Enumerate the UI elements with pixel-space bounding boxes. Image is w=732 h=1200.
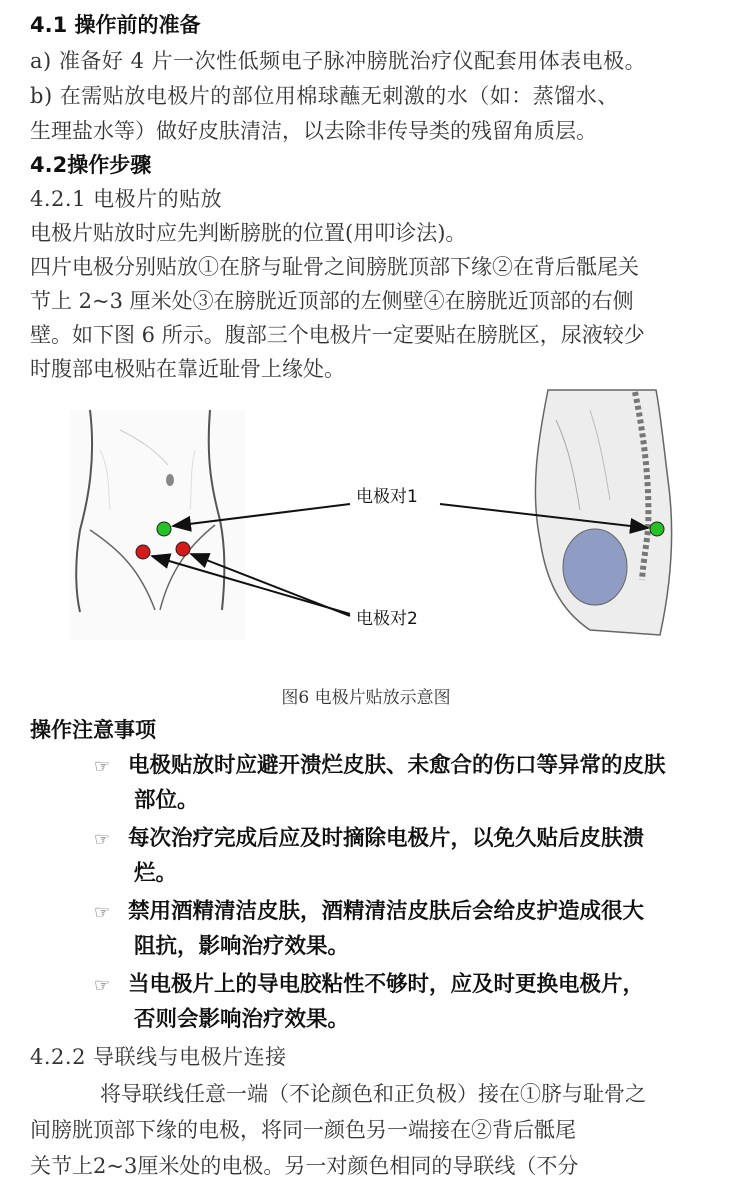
label-electrode-pair-1: 电极对1 bbox=[356, 487, 418, 507]
figure-caption: 图6 电极片贴放示意图 bbox=[281, 688, 451, 708]
red-electrode-left bbox=[136, 545, 150, 559]
notes-title: 操作注意事项 bbox=[30, 718, 156, 742]
connection-text-line3: 关节上2~3厘米处的电极。另一对颜色相同的导联线（不分 bbox=[30, 1154, 579, 1178]
paragraph-bladder-location: 电极片贴放时应先判断膀胱的位置(用叩诊法)。 bbox=[30, 221, 467, 245]
pointing-hand-icon: ☞ bbox=[94, 975, 111, 996]
section-4-2-2-title: 4.2.2 导联线与电极片连接 bbox=[30, 1045, 287, 1069]
note-item-4 bbox=[94, 968, 644, 1003]
pointing-hand-icon: ☞ bbox=[94, 902, 111, 923]
note-item-3-line2: 阻抗，影响治疗效果。 bbox=[134, 934, 350, 959]
section-4-2-1-title: 4.2.1 电极片的贴放 bbox=[30, 187, 223, 211]
paragraph-electrode-positions-line3: 壁。如下图 6 所示。腹部三个电极片一定要贴在膀胱区，尿液较少 bbox=[30, 323, 645, 347]
step-a-text: a) 准备好 4 片一次性低频电子脉冲膀胱治疗仪配套用体表电极。 bbox=[30, 49, 647, 73]
green-electrode-back bbox=[650, 522, 664, 536]
note-item-1-line1: 电极贴放时应避开溃烂皮肤、未愈合的伤口等异常的皮肤 bbox=[128, 753, 666, 778]
step-b-text-line2: 生理盐水等）做好皮肤清洁，以去除非传导类的残留角质层。 bbox=[30, 119, 597, 143]
section-4-2-title: 4.2操作步骤 bbox=[30, 153, 152, 177]
note-item-4-line2: 否则会影响治疗效果。 bbox=[134, 1007, 350, 1032]
side-cross-section-illustration bbox=[535, 390, 671, 635]
paragraph-electrode-positions-line4: 时腹部电极贴在靠近耻骨上缘处。 bbox=[30, 357, 345, 381]
connection-text-line1: 将导联线任意一端（不论颜色和正负极）接在①脐与耻骨之 bbox=[100, 1082, 646, 1106]
paragraph-electrode-positions-line1: 四片电极分别贴放①在脐与耻骨之间膀胱顶部下缘②在背后骶尾关 bbox=[30, 255, 639, 279]
step-b-text-line1: b) 在需贴放电极片的部位用棉球蘸无刺激的水（如：蒸馏水、 bbox=[30, 84, 619, 108]
green-electrode-front bbox=[157, 522, 171, 536]
note-item-1-line2: 部位。 bbox=[134, 788, 199, 813]
pointing-hand-icon: ☞ bbox=[94, 756, 111, 777]
note-item-2-line2: 烂。 bbox=[134, 861, 178, 886]
pointing-hand-icon: ☞ bbox=[94, 829, 111, 850]
note-item-3 bbox=[94, 895, 644, 930]
connection-text-line2: 间膀胱顶部下缘的电极，将同一颜色另一端接在②背后骶尾 bbox=[30, 1118, 576, 1142]
note-item-2 bbox=[94, 822, 644, 857]
section-4-1-title: 4.1 操作前的准备 bbox=[30, 13, 201, 37]
electrode-placement-figure bbox=[60, 380, 700, 650]
label-electrode-pair-2: 电极对2 bbox=[356, 609, 418, 629]
front-torso-illustration bbox=[70, 410, 245, 640]
note-item-2-line1: 每次治疗完成后应及时摘除电极片，以免久贴后皮肤溃 bbox=[128, 826, 645, 851]
bladder-shape bbox=[563, 529, 627, 605]
red-electrode-right bbox=[176, 542, 190, 556]
note-item-4-line1: 当电极片上的导电胶粘性不够时，应及时更换电极片， bbox=[128, 972, 645, 997]
paragraph-electrode-positions-line2: 节上 2~3 厘米处③在膀胱近顶部的左侧壁④在膀胱近顶部的右侧 bbox=[30, 289, 634, 313]
note-item-3-line1: 禁用酒精清洁皮肤，酒精清洁皮肤后会给皮护造成很大 bbox=[128, 899, 645, 924]
note-item-1 bbox=[94, 749, 666, 784]
